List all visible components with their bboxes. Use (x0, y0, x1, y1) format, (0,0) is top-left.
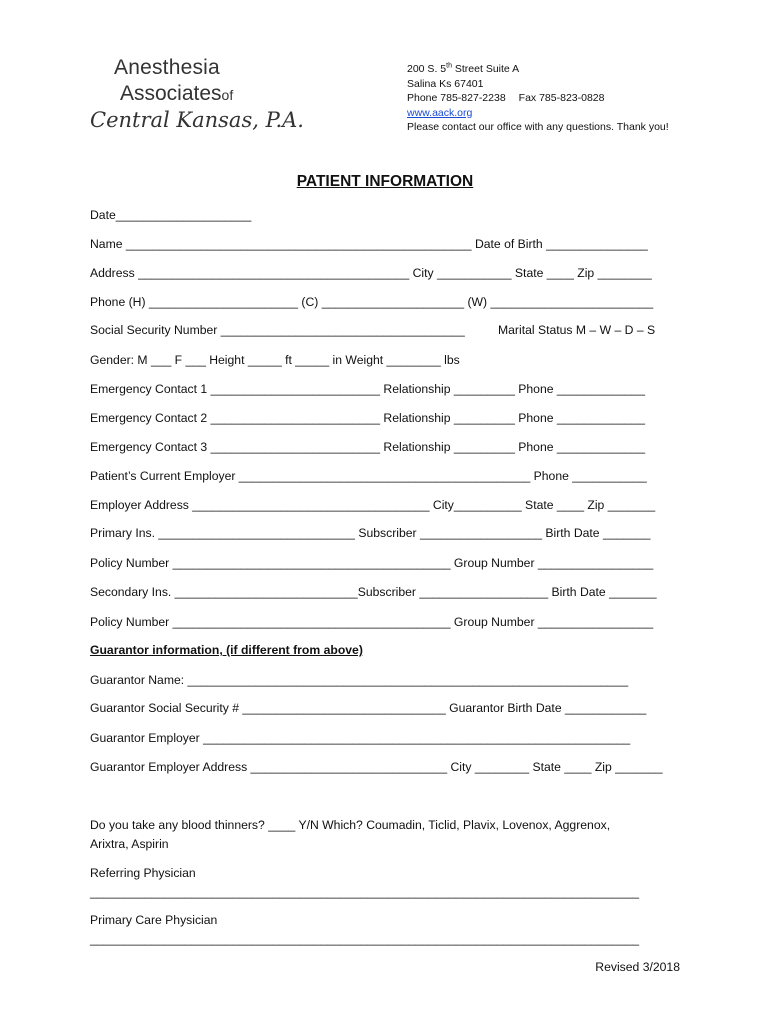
office-fax: Fax 785-823-0828 (518, 92, 605, 104)
ssn-field[interactable]: Social Security Number ____________________________________ (90, 323, 465, 337)
name-dob-field[interactable]: Name ___________________________________________________ Date of Birth _______________ (90, 237, 648, 251)
guarantor-heading: Guarantor information, (if different from above) (90, 643, 363, 657)
phone-field[interactable]: Phone (H) ______________________ (C) _____________________ (W) ________________________ (90, 295, 654, 309)
date-field[interactable]: Date____________________ (90, 208, 252, 222)
contact-note: Please contact our office with any questions. Thank you! (407, 121, 669, 133)
blood-thinners-question-cont: Arixtra, Aspirin (90, 837, 169, 851)
referring-physician-label: Referring Physician (90, 866, 196, 880)
logo-line-2-text: Associates (120, 82, 222, 105)
blood-thinners-question[interactable]: Do you take any blood thinners? ____ Y/N Which? Coumadin, Ticlid, Plavix, Lovenox, Aggrenox, (90, 818, 611, 832)
logo-line-2 (120, 82, 233, 106)
primary-care-physician-label: Primary Care Physician (90, 913, 218, 927)
address-street-number: 200 S. 5 (407, 63, 447, 75)
secondary-insurance-field[interactable]: Secondary Ins. ___________________________Subscriber ___________________ Birth Date _______ (90, 585, 657, 599)
emergency-contact-1-field[interactable]: Emergency Contact 1 _________________________ Relationship _________ Phone _____________ (90, 382, 646, 396)
address-street-name: Street Suite A (451, 63, 520, 75)
guarantor-name-field[interactable]: Guarantor Name: _________________________________________________________________ (90, 673, 629, 687)
address-ordinal: th (446, 62, 452, 70)
website-link[interactable]: www.aack.org (407, 106, 473, 119)
primary-insurance-field[interactable]: Primary Ins. _____________________________ Subscriber __________________ Birth Date _______ (90, 526, 651, 540)
marital-status-field[interactable]: Marital Status M – W – D – S (498, 323, 656, 337)
office-phone: Phone 785-827-2238 (407, 92, 506, 104)
company-logo (88, 56, 304, 136)
emergency-contact-3-field[interactable]: Emergency Contact 3 _________________________ Relationship _________ Phone _____________ (90, 440, 646, 454)
page-title: PATIENT INFORMATION (296, 173, 474, 190)
office-address-block (407, 62, 669, 135)
employer-address-field[interactable]: Employer Address ___________________________________ City__________ State ____ Zip _______ (90, 498, 656, 512)
address-line-2: Salina Ks 67401 (407, 77, 484, 90)
employer-field[interactable]: Patient’s Current Employer ___________________________________________ Phone ___________ (90, 469, 647, 483)
emergency-contact-2-field[interactable]: Emergency Contact 2 _________________________ Relationship _________ Phone _____________ (90, 411, 646, 425)
policy-number-2-field[interactable]: Policy Number _________________________________________ Group Number _________________ (90, 615, 654, 629)
gender-height-weight-field[interactable]: Gender: M ___ F ___ Height _____ ft _____ in Weight ________ lbs (90, 353, 460, 367)
logo-line-3: Central Kansas, P.A. (90, 108, 304, 132)
policy-number-1-field[interactable]: Policy Number _________________________________________ Group Number _________________ (90, 556, 654, 570)
logo-of: of (221, 87, 234, 103)
guarantor-ssn-field[interactable]: Guarantor Social Security # ______________________________ Guarantor Birth Date ____________ (90, 701, 647, 715)
referring-physician-line[interactable]: _________________________________________________________________________________ (90, 885, 640, 899)
guarantor-employer-field[interactable]: Guarantor Employer _______________________________________________________________ (90, 731, 631, 745)
address-phone-fax (407, 91, 669, 106)
revision-date: Revised 3/2018 (595, 960, 680, 974)
guarantor-employer-address-field[interactable]: Guarantor Employer Address _____________________________ City ________ State ____ Zip _______ (90, 760, 663, 774)
logo-line-1: Anesthesia (114, 56, 220, 79)
primary-care-physician-line[interactable]: _________________________________________________________________________________ (90, 932, 640, 946)
address-line-1 (407, 62, 669, 77)
address-field[interactable]: Address ________________________________________ City ___________ State ____ Zip ________ (90, 266, 652, 280)
